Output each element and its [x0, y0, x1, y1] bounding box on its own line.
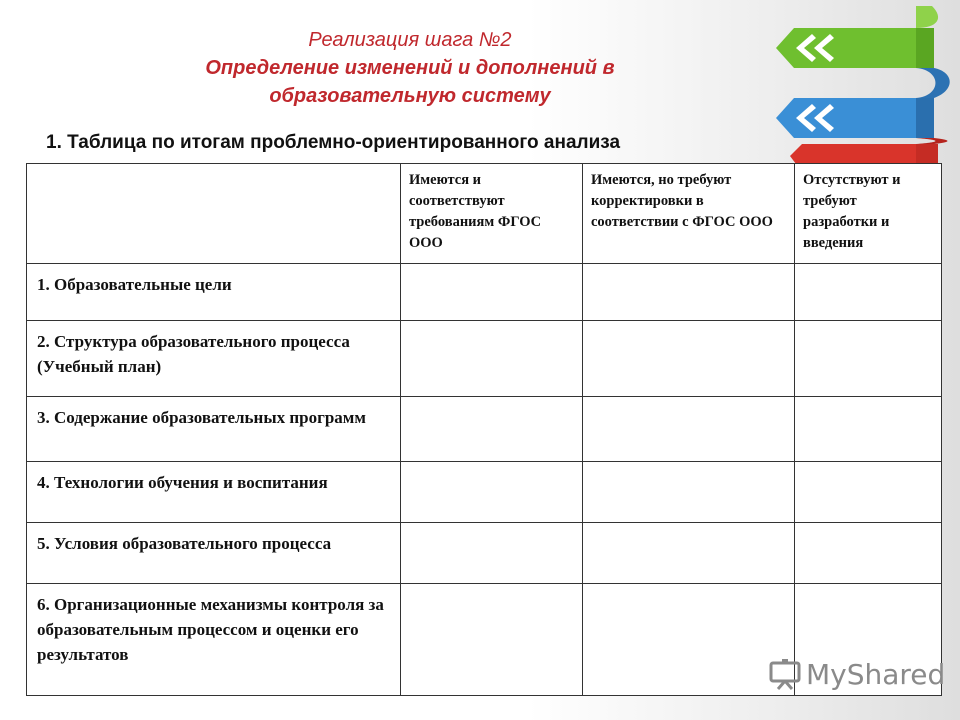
table-cell — [795, 321, 942, 397]
table-row — [27, 462, 942, 523]
table-cell — [795, 264, 942, 321]
row-label: 5. Условия образовательного процесса — [27, 523, 401, 584]
watermark-text: MyShared — [806, 657, 946, 691]
row-label: 3. Содержание образовательных программ — [27, 397, 401, 462]
table-caption: 1. Таблица по итогам проблемно-ориентированного анализа — [46, 132, 621, 153]
table-cell — [583, 397, 795, 462]
table-row — [27, 397, 942, 462]
slide-title-line-1: Определение изменений и дополнений в — [205, 57, 615, 79]
watermark — [768, 656, 945, 692]
chalkboard-icon — [768, 657, 802, 691]
table-cell — [583, 462, 795, 523]
table-cell — [795, 462, 942, 523]
slide-title-line-2: образовательную систему — [269, 85, 551, 107]
table-cell — [583, 321, 795, 397]
row-label: 4. Технологии обучения и воспитания — [27, 462, 401, 523]
step-title: Реализация шага №2 — [308, 29, 512, 51]
table-cell — [401, 397, 583, 462]
column-header-compliant: Имеются и соответствуют требованиям ФГОС ООО — [401, 164, 583, 264]
row-label: 2. Структура образовательного процесса (Учебный план) — [27, 321, 401, 397]
table-cell — [401, 321, 583, 397]
table-cell — [583, 264, 795, 321]
table-row — [27, 321, 942, 397]
table-header-row — [27, 164, 942, 264]
table-cell — [583, 523, 795, 584]
table-cell — [795, 397, 942, 462]
table-row — [27, 523, 942, 584]
row-label: 1. Образовательные цели — [27, 264, 401, 321]
column-header-needs-correction: Имеются, но требуют корректировки в соответствии с ФГОС ООО — [583, 164, 795, 264]
table-cell — [401, 264, 583, 321]
table-cell — [401, 523, 583, 584]
table-cell — [795, 523, 942, 584]
analysis-table — [26, 163, 942, 696]
table-cell — [583, 584, 795, 696]
row-label: 6. Организационные механизмы контроля за образовательным процессом и оценки его результатов — [27, 584, 401, 696]
table-row — [27, 264, 942, 321]
column-header-empty — [27, 164, 401, 264]
column-header-missing: Отсутствуют и требуют разработки и введения — [795, 164, 942, 264]
table-cell — [401, 462, 583, 523]
table-cell — [401, 584, 583, 696]
